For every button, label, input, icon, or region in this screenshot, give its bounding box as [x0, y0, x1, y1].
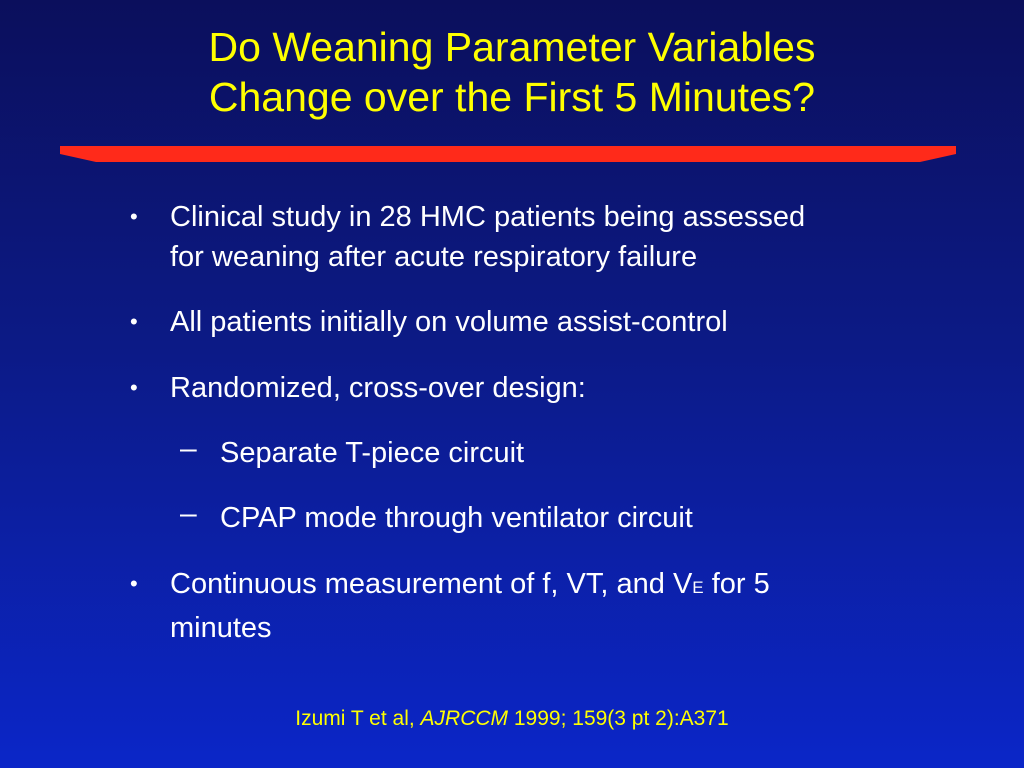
slide-title-line-2: Change over the First 5 Minutes?: [208, 74, 816, 120]
slide-title-line-1: Do Weaning Parameter Variables: [208, 24, 816, 70]
bullet-text-segment: for 5: [703, 568, 770, 600]
sub-bullet-item: [180, 432, 525, 473]
bullet-item: [130, 197, 806, 277]
bullet-text: All patients initially on volume assist-control: [170, 306, 728, 338]
citation-details: 1999; 159(3 pt 2):A371: [508, 707, 729, 730]
bullet-text-line: [170, 564, 770, 608]
bullet-marker: •: [130, 204, 138, 229]
citation-journal: AJRCCM: [420, 707, 509, 730]
bullet-text-line: Clinical study in 28 HMC patients being assessed: [170, 201, 806, 233]
bullet-item: [130, 302, 728, 342]
bullet-marker: •: [130, 309, 138, 334]
bullet-marker: •: [130, 375, 138, 400]
subscript-text: E: [692, 578, 704, 597]
sub-bullet-marker: –: [180, 432, 197, 465]
bullet-item: [130, 368, 586, 408]
bullet-text-line: minutes: [170, 612, 272, 644]
bullet-text-line: for weaning after acute respiratory failure: [170, 241, 698, 273]
citation: [0, 707, 1024, 731]
bullet-marker: •: [130, 571, 138, 596]
sub-bullet-item: [180, 497, 693, 538]
citation-authors: Izumi T et al,: [295, 707, 421, 730]
bullet-text-segment: Continuous measurement of f, VT, and V: [170, 568, 693, 600]
bullet-item: [130, 564, 770, 648]
sub-bullet-marker: –: [180, 497, 197, 530]
sub-bullet-text: Separate T-piece circuit: [220, 437, 525, 469]
sub-bullet-text: CPAP mode through ventilator circuit: [220, 502, 693, 534]
bullet-text: Randomized, cross-over design:: [170, 372, 586, 404]
